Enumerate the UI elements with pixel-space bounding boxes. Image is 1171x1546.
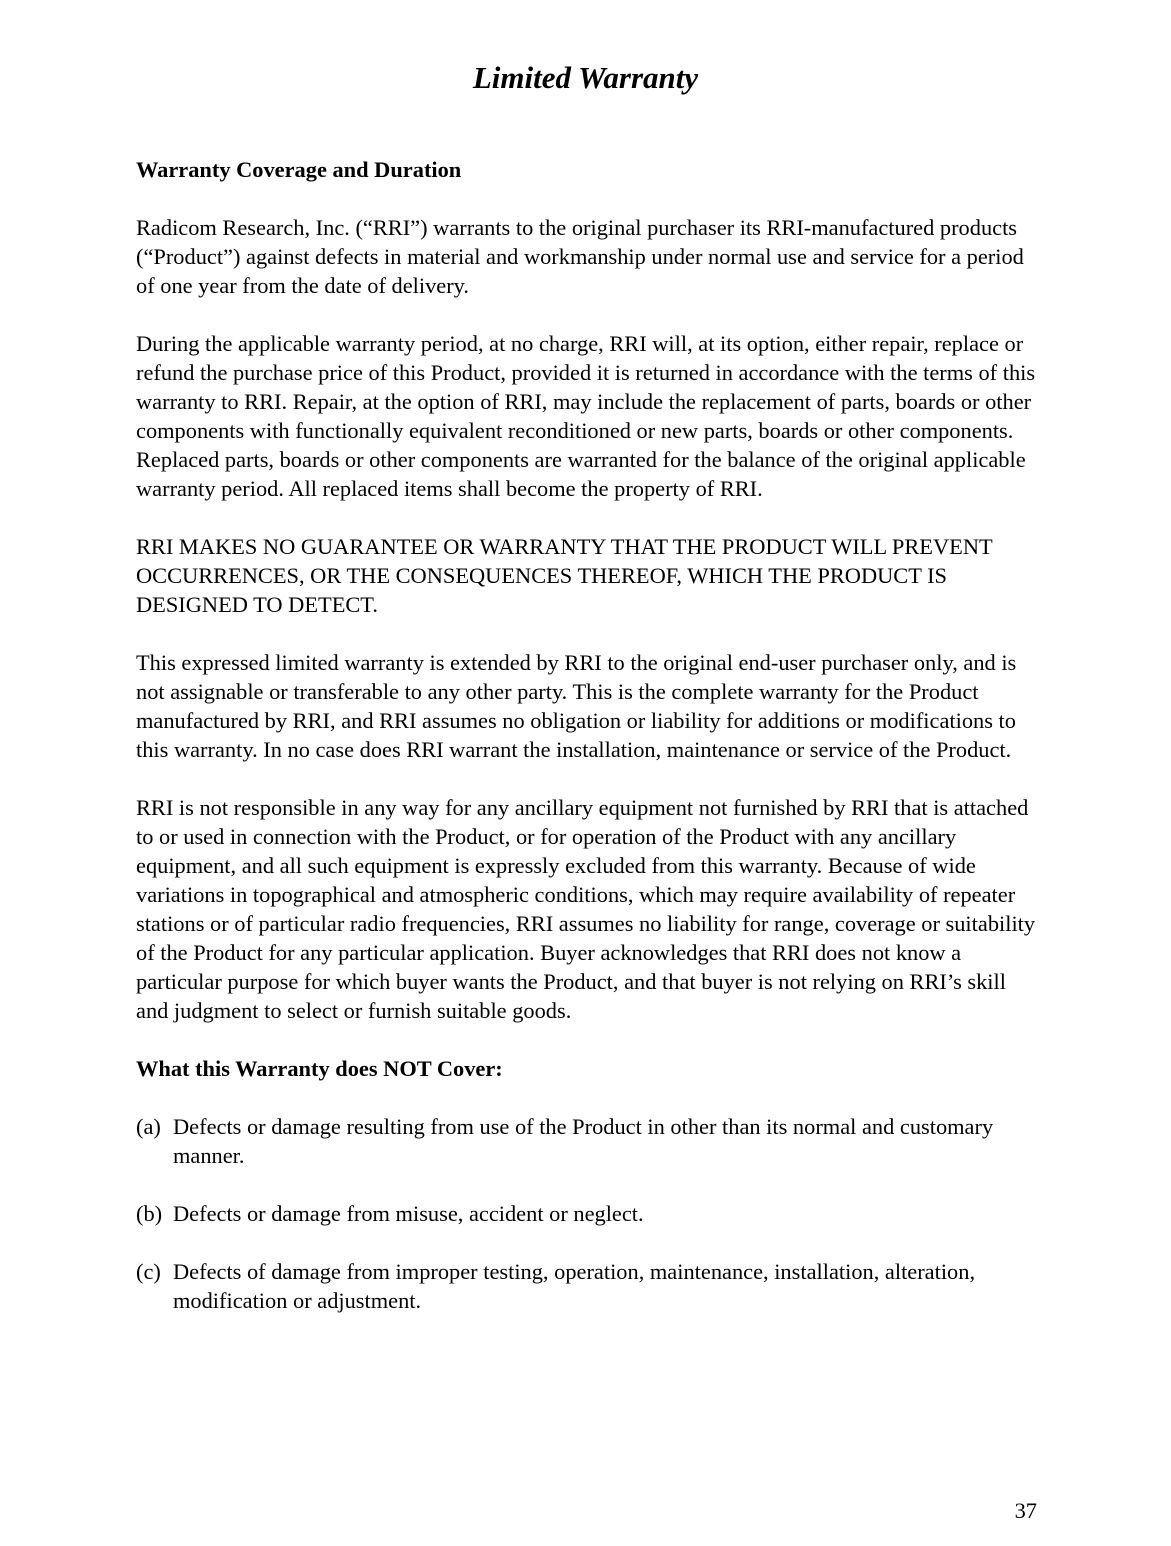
section-heading-exclusions: What this Warranty does NOT Cover: [136,1056,503,1081]
paragraph-no-guarantee: RRI MAKES NO GUARANTEE OR WARRANTY THAT THE PRODUCT WILL PREVENT OCCURRENCES, OR THE CONSEQUENCES THEREOF, WHICH THE PRODUCT IS DESIGNED TO DETECT. [136,534,993,617]
page-title: Limited Warranty [472,60,699,95]
list-item-exclusion-c [136,1257,1041,1315]
paragraph-coverage-scope: Radicom Research, Inc. (“RRI”) warrants to the original purchaser its RRI-manufactured products (“Product”) against defects in material and workmanship under normal use and service for a period of one year from the date of delivery. [136,215,1024,298]
list-marker: (a) [136,1114,161,1139]
list-marker: (b) [136,1201,163,1226]
list-item-exclusion-a [136,1112,1041,1170]
list-item-text: Defects or damage resulting from use of the Product in other than its normal and customary manner. [173,1114,994,1168]
list-item-text: Defects or damage from misuse, accident or neglect. [173,1201,644,1226]
section-heading-coverage: Warranty Coverage and Duration [136,157,462,182]
paragraph-ancillary-equipment: RRI is not responsible in any way for any ancillary equipment not furnished by RRI that is attached to or used in connection with the Product, or for operation of the Product with any ancillary equipment, and all such equipment is expressly excluded from this warranty. Because of wide variations in topographical and atmospheric conditions, which may require availability of repeater stations or of particular radio frequencies, RRI assumes no liability for range, coverage or suitability of the Product for any particular application. Buyer acknowledges that RRI does not know a particular purpose for which buyer wants the Product, and that buyer is not relying on RRI’s skill and judgment to select or furnish suitable goods. [136,795,1036,1023]
paragraph-non-transferable: This expressed limited warranty is extended by RRI to the original end-user purchaser only, and is not assignable or transferable to any other party. This is the complete warranty for the Product manufactured by RRI, and RRI assumes no obligation or liability for additions or modifications to this warranty. In no case does RRI warrant the installation, maintenance or service of the Product. [136,650,1017,762]
document-body [136,155,1041,1344]
page-number: 37 [1014,1498,1037,1523]
list-item-exclusion-b [136,1199,1041,1228]
list-item-text: Defects of damage from improper testing, operation, maintenance, installation, alteration, modification or adjustment. [173,1259,976,1313]
paragraph-repair-replace: During the applicable warranty period, at no charge, RRI will, at its option, either repair, replace or refund the purchase price of this Product, provided it is returned in accordance with the terms of this warranty to RRI. Repair, at the option of RRI, may include the replacement of parts, boards or other components with functionally equivalent reconditioned or new parts, boards or other components. Replaced parts, boards or other components are warranted for the balance of the original applicable warranty period. All replaced items shall become the property of RRI. [136,331,1036,501]
list-marker: (c) [136,1259,161,1284]
